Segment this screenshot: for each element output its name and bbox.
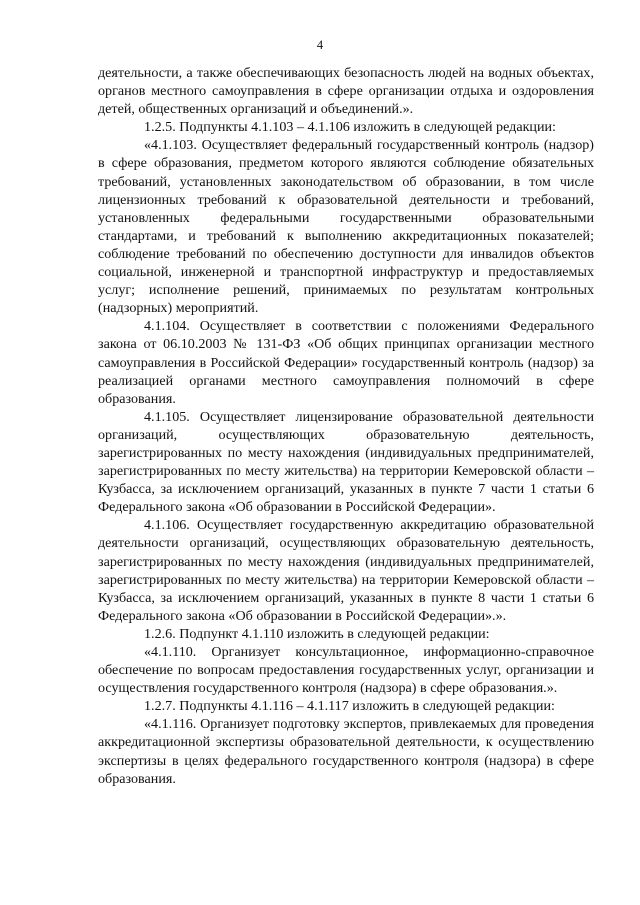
paragraph-item-4-1-110: «4.1.110. Организует консультационное, информационно-справочное обеспечение по вопросам предоставления государственных услуг, организации и осуществления государственного контроля (надзора) в сфере образования.». xyxy=(98,644,594,697)
document-body xyxy=(98,64,594,788)
paragraph-item-4-1-116: «4.1.116. Организует подготовку экспертов, привлекаемых для проведения аккредитационной экспертизы образовательной деятельности, к осуществлению экспертизы в целях федерального государственного контроля (надзора) в сфере образования. xyxy=(98,716,594,787)
paragraph-item-1-2-6: 1.2.6. Подпункт 4.1.110 изложить в следующей редакции: xyxy=(144,625,490,642)
paragraph-item-1-2-7: 1.2.7. Подпункты 4.1.116 – 4.1.117 изложить в следующей редакции: xyxy=(144,698,555,715)
paragraph-item-4-1-106: 4.1.106. Осуществляет государственную аккредитацию образовательной деятельности организаций, осуществляющих образовательную деятельность, зарегистрированных по месту нахождения (индивидуальных предпринимателей, зарегистрированных по месту жительства) на территории Кемеровской области – Кузбасса, за исключением организаций, указанных в пункте 8 части 1 статьи 6 Федерального закона «Об образовании в Российской Федерации».». xyxy=(98,517,594,624)
paragraph-item-1-2-5: 1.2.5. Подпункты 4.1.103 – 4.1.106 изложить в следующей редакции: xyxy=(144,119,556,136)
paragraph-continuation: деятельности, а также обеспечивающих безопасность людей на водных объектах, органов местного самоуправления в сфере организации отдыха и оздоровления детей, общественных организаций и объединений.». xyxy=(98,65,594,118)
paragraph-item-4-1-105: 4.1.105. Осуществляет лицензирование образовательной деятельности организаций, осуществляющих образовательную деятельность, зарегистрированных по месту нахождения (индивидуальных предпринимателей, зарегистрированных по месту жительства) на территории Кемеровской области – Кузбасса, за исключением организаций, указанных в пункте 7 части 1 статьи 6 Федерального закона «Об образовании в Российской Федерации». xyxy=(98,408,594,516)
paragraph-item-4-1-104: 4.1.104. Осуществляет в соответствии с положениями Федерального закона от 06.10.2003 № 131-ФЗ «Об общих принципах организации местного самоуправления в Российской Федерации» государственный контроль (надзор) за реализацией органами местного самоуправления полномочий в сфере образования. xyxy=(98,318,594,407)
page-number: 4 xyxy=(316,38,324,52)
paragraph-item-4-1-103: «4.1.103. Осуществляет федеральный государственный контроль (надзор) в сфере образования, предметом которого являются соблюдение обязательных требований, установленных законодательством об образовании, в том числе лицензионных требований к образовательной деятельности и требований, установленных федеральными государственными образовательными стандартами, и требований к выполнению аккредитационных показателей; соблюдение требований по обеспечению доступности для инвалидов объектов социальной, инженерной и транспортной инфраструктур и предоставляемых услуг; исполнение решений, принимаемых по результатам контрольных (надзорных) мероприятий. xyxy=(98,137,594,317)
